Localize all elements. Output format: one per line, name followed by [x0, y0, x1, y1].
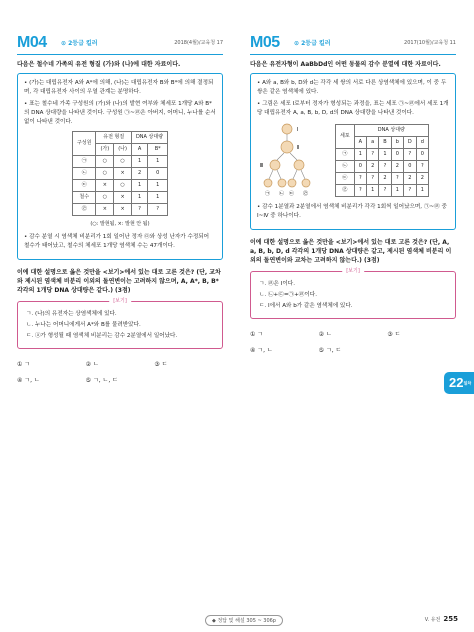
- cell-III: [270, 160, 280, 170]
- label-I: Ⅰ: [297, 127, 299, 133]
- table-cell: 1: [367, 184, 379, 196]
- question-header: [250, 34, 456, 55]
- question-number: M04: [17, 34, 47, 51]
- table-header: DNA 상대량: [354, 124, 428, 136]
- data-paragraph: • A와 a, B와 b, D와 d는 각각 세 쌍의 서로 다른 상염색체에 있으며, 이 중 두 쌍은 같은 염색체에 있다.: [257, 80, 447, 95]
- table-cell: 1: [391, 184, 403, 196]
- table-row: [336, 184, 429, 196]
- data-table: [72, 131, 168, 216]
- table-cell: ?: [379, 160, 391, 172]
- table-subheader: A: [354, 136, 366, 148]
- table-subheader: B: [379, 136, 391, 148]
- cell-sperm: [264, 179, 272, 187]
- cell-II: [281, 141, 293, 153]
- day-tab: [444, 372, 474, 394]
- table-cell: ×: [114, 192, 132, 204]
- data-table: [335, 124, 429, 197]
- table-cell: ×: [96, 180, 114, 192]
- day-tab-number: 22: [449, 375, 464, 390]
- day-tab-label: 일차: [463, 380, 472, 386]
- data-box: [250, 73, 456, 230]
- label-II: Ⅱ: [297, 145, 300, 151]
- table-cell: ?: [416, 160, 428, 172]
- bogi-box: [17, 298, 223, 349]
- question-source: 2018(4월)/교육청 17: [174, 40, 223, 46]
- bogi-item: ㄷ. Ⅰ에서 A와 b가 같은 염색체에 있다.: [259, 303, 353, 309]
- table-cell: ?: [367, 148, 379, 160]
- table-cell: ○: [96, 192, 114, 204]
- table-cell: 1: [416, 184, 428, 196]
- cell-I: [282, 124, 292, 134]
- table-cell: ○: [96, 156, 114, 168]
- bogi-item: ㄱ. ㉣은 Ⅰ이다.: [259, 281, 295, 287]
- cell-sperm: [288, 179, 296, 187]
- section-name: V. 유전: [424, 617, 441, 623]
- table-cell: ㉠: [72, 156, 96, 168]
- table-cell: ㉢: [336, 172, 355, 184]
- table-cell: ㉡: [336, 160, 355, 172]
- choice-2[interactable]: ② ㄴ: [85, 361, 99, 368]
- page-number: 255: [443, 615, 458, 623]
- table-subheader: d: [416, 136, 428, 148]
- table-subheader: (가): [96, 144, 114, 156]
- label-sym: ㉡: [279, 191, 285, 197]
- page-label: [425, 615, 458, 623]
- table-cell: ?: [403, 148, 416, 160]
- choice-2[interactable]: ② ㄴ: [318, 331, 332, 338]
- choice-4[interactable]: ④ ㄱ, ㄴ: [17, 377, 40, 384]
- question-stem: 다음은 유전자형이 AaBbDd인 어떤 동물의 감수 분열에 대한 자료이다.: [250, 61, 441, 68]
- table-header: 세포: [336, 124, 355, 148]
- question-header: [17, 34, 223, 55]
- table-cell: ×: [114, 168, 132, 180]
- cell-sperm: [278, 179, 286, 187]
- answer-reference: ◆ 정답 및 해설 305 ~ 306p: [205, 615, 283, 626]
- table-row: [72, 204, 167, 216]
- bogi-item: ㄴ. ㉡+㉢=㉠+㉣이다.: [259, 292, 317, 298]
- table-cell: 1: [131, 192, 147, 204]
- table-subheader: a: [367, 136, 379, 148]
- table-cell: ○: [114, 180, 132, 192]
- table-cell: 2: [403, 172, 416, 184]
- data-paragraph: • 감수 분열 시 염색체 비분리가 1회 일어난 정자 ㉤와 상성 난자가 수정되어 철수가 태어났고, 철수의 체세포 1개당 염색체 수는 47개이다.: [24, 234, 210, 249]
- choice-4[interactable]: ④ ㄱ, ㄴ: [250, 347, 273, 354]
- table-subheader: (나): [114, 144, 132, 156]
- table-cell: ㉡: [72, 168, 96, 180]
- question-m04: [17, 34, 223, 384]
- table-cell: 1: [148, 192, 168, 204]
- table-cell: ?: [391, 172, 403, 184]
- table-subheader: B*: [148, 144, 168, 156]
- table-row: [336, 160, 429, 172]
- table-cell: 0: [148, 168, 168, 180]
- label-III: Ⅲ: [260, 163, 264, 169]
- table-cell: ○: [114, 156, 132, 168]
- table-cell: ?: [403, 184, 416, 196]
- bogi-box: [250, 268, 456, 319]
- table-cell: 2: [416, 172, 428, 184]
- table-cell: 1: [354, 148, 366, 160]
- table-cell: ?: [379, 184, 391, 196]
- table-row: [72, 168, 167, 180]
- question-prompt: 이에 대한 설명으로 옳은 것만을 <보기>에서 있는 대로 고른 것은? (단, 교차와 제시된 염색체 비분리 이외의 돌연변이는 고려하지 않으며, A, A*, B, B* 각각의 1개당 DNA 상대량은 같다.) (3점): [17, 269, 221, 294]
- data-paragraph: • 그림은 세포 Ⅰ로부터 정자가 형성되는 과정을, 표는 세포 ㉠~㉣에서 세포 1개당 대립유전자 A, a, B, b, D, d의 DNA 상대량을 나타낸 것이다.: [257, 101, 449, 116]
- label-sym: ㉠: [265, 191, 271, 197]
- table-header: 유전 형질: [96, 132, 131, 144]
- spermatogenesis-diagram: [257, 121, 331, 199]
- table-cell: ?: [367, 172, 379, 184]
- choice-3[interactable]: ③ ㄷ: [154, 361, 168, 368]
- table-header: DNA 상대량: [131, 132, 167, 144]
- difficulty-badge: ⊙ 2등급 킬러: [61, 40, 98, 47]
- table-cell: 0: [391, 148, 403, 160]
- table-cell: 0: [403, 160, 416, 172]
- table-cell: 1: [148, 156, 168, 168]
- choice-1[interactable]: ① ㄱ: [17, 361, 31, 368]
- data-box: [17, 73, 223, 260]
- cell-III-b: [294, 160, 304, 170]
- table-cell: 1: [148, 180, 168, 192]
- table-legend: (○: 발현됨, ×: 발현 안 됨): [90, 221, 150, 227]
- table-cell: ㉣: [72, 204, 96, 216]
- bogi-item: ㄴ. 누나는 어머니에게서 A*와 B를 물려받았다.: [26, 322, 141, 328]
- label-sym: ㉣: [303, 191, 309, 197]
- data-paragraph: • 감수 1분열과 2분열에서 염색체 비분리가 각각 1회씩 일어났으며, ㉠~㉣ 중 Ⅰ~Ⅳ 중 하나이다.: [257, 204, 447, 219]
- table-cell: 1: [131, 180, 147, 192]
- table-cell: ×: [96, 204, 114, 216]
- table-subheader: A: [131, 144, 147, 156]
- table-row: [72, 180, 167, 192]
- question-number: M05: [250, 34, 280, 51]
- bogi-item: ㄱ. (나)의 유전자는 상염색체에 있다.: [26, 311, 117, 317]
- table-cell: 철수: [72, 192, 96, 204]
- choice-5[interactable]: ⑤ ㄱ, ㄴ, ㄷ: [85, 377, 118, 384]
- data-paragraph: • 표는 철수네 가족 구성원의 (가)와 (나)의 발현 여부와 체세포 1개당 A와 B*의 DNA 상대량을 나타낸 것이다. 구성원 ㉠~㉣은 아버지, 어머니, 누나를 순서 없이 나타낸 것이다.: [24, 101, 216, 125]
- difficulty-badge: ⊙ 2등급 킬러: [294, 40, 331, 47]
- table-cell: 2: [367, 160, 379, 172]
- data-paragraph: • (가)는 대립유전자 A와 A*에 의해, (나)는 대립유전자 B와 B*에 의해 결정되며, 각 대립유전자 사이의 우열 관계는 분명하다.: [24, 80, 214, 95]
- table-cell: ○: [96, 168, 114, 180]
- table-row: [72, 156, 167, 168]
- question-m05: [250, 34, 456, 354]
- answer-choices: [250, 329, 456, 354]
- table-cell: ?: [148, 204, 168, 216]
- bogi-item: ㄷ. ⓐ가 형성될 때 염색체 비분리는 감수 2분열에서 일어났다.: [26, 333, 178, 339]
- choice-3[interactable]: ③ ㄷ: [387, 331, 401, 338]
- table-cell: 2: [131, 168, 147, 180]
- question-source: 2017(10월)/교육청 11: [404, 40, 456, 46]
- choice-5[interactable]: ⑤ ㄱ, ㄷ: [318, 347, 342, 354]
- table-cell: ?: [354, 184, 366, 196]
- table-cell: 0: [354, 160, 366, 172]
- table-cell: 2: [379, 172, 391, 184]
- table-cell: ㉠: [336, 148, 355, 160]
- table-cell: ㉢: [72, 180, 96, 192]
- table-row: [336, 148, 429, 160]
- table-row: [336, 172, 429, 184]
- table-cell: 1: [131, 156, 147, 168]
- table-cell: 2: [391, 160, 403, 172]
- table-cell: ㉣: [336, 184, 355, 196]
- table-cell: ×: [114, 204, 132, 216]
- table-cell: ?: [131, 204, 147, 216]
- choice-1[interactable]: ① ㄱ: [250, 331, 264, 338]
- cell-sperm: [302, 179, 310, 187]
- bogi-tag: [보기]: [109, 297, 131, 306]
- table-subheader: b: [391, 136, 403, 148]
- answer-choices: [17, 359, 223, 384]
- table-row: [72, 192, 167, 204]
- table-cell: 0: [416, 148, 428, 160]
- table-subheader: D: [403, 136, 416, 148]
- question-prompt: 이에 대한 설명으로 옳은 것만을 <보기>에서 있는 대로 고른 것은? (단, A, a, B, b, D, d 각각의 1개당 DNA 상대량은 같고, 제시된 염색체 비분리 이외의 돌연변이와 교차는 고려하지 않는다.) (3점): [250, 239, 452, 264]
- label-sym: ㉢: [289, 191, 295, 197]
- table-cell: 1: [379, 148, 391, 160]
- table-cell: ?: [354, 172, 366, 184]
- table-header: 구성원: [72, 132, 96, 156]
- question-stem: 다음은 철수네 가족의 유전 형질 (가)와 (나)에 대한 자료이다.: [17, 61, 181, 68]
- bogi-tag: [보기]: [342, 267, 364, 276]
